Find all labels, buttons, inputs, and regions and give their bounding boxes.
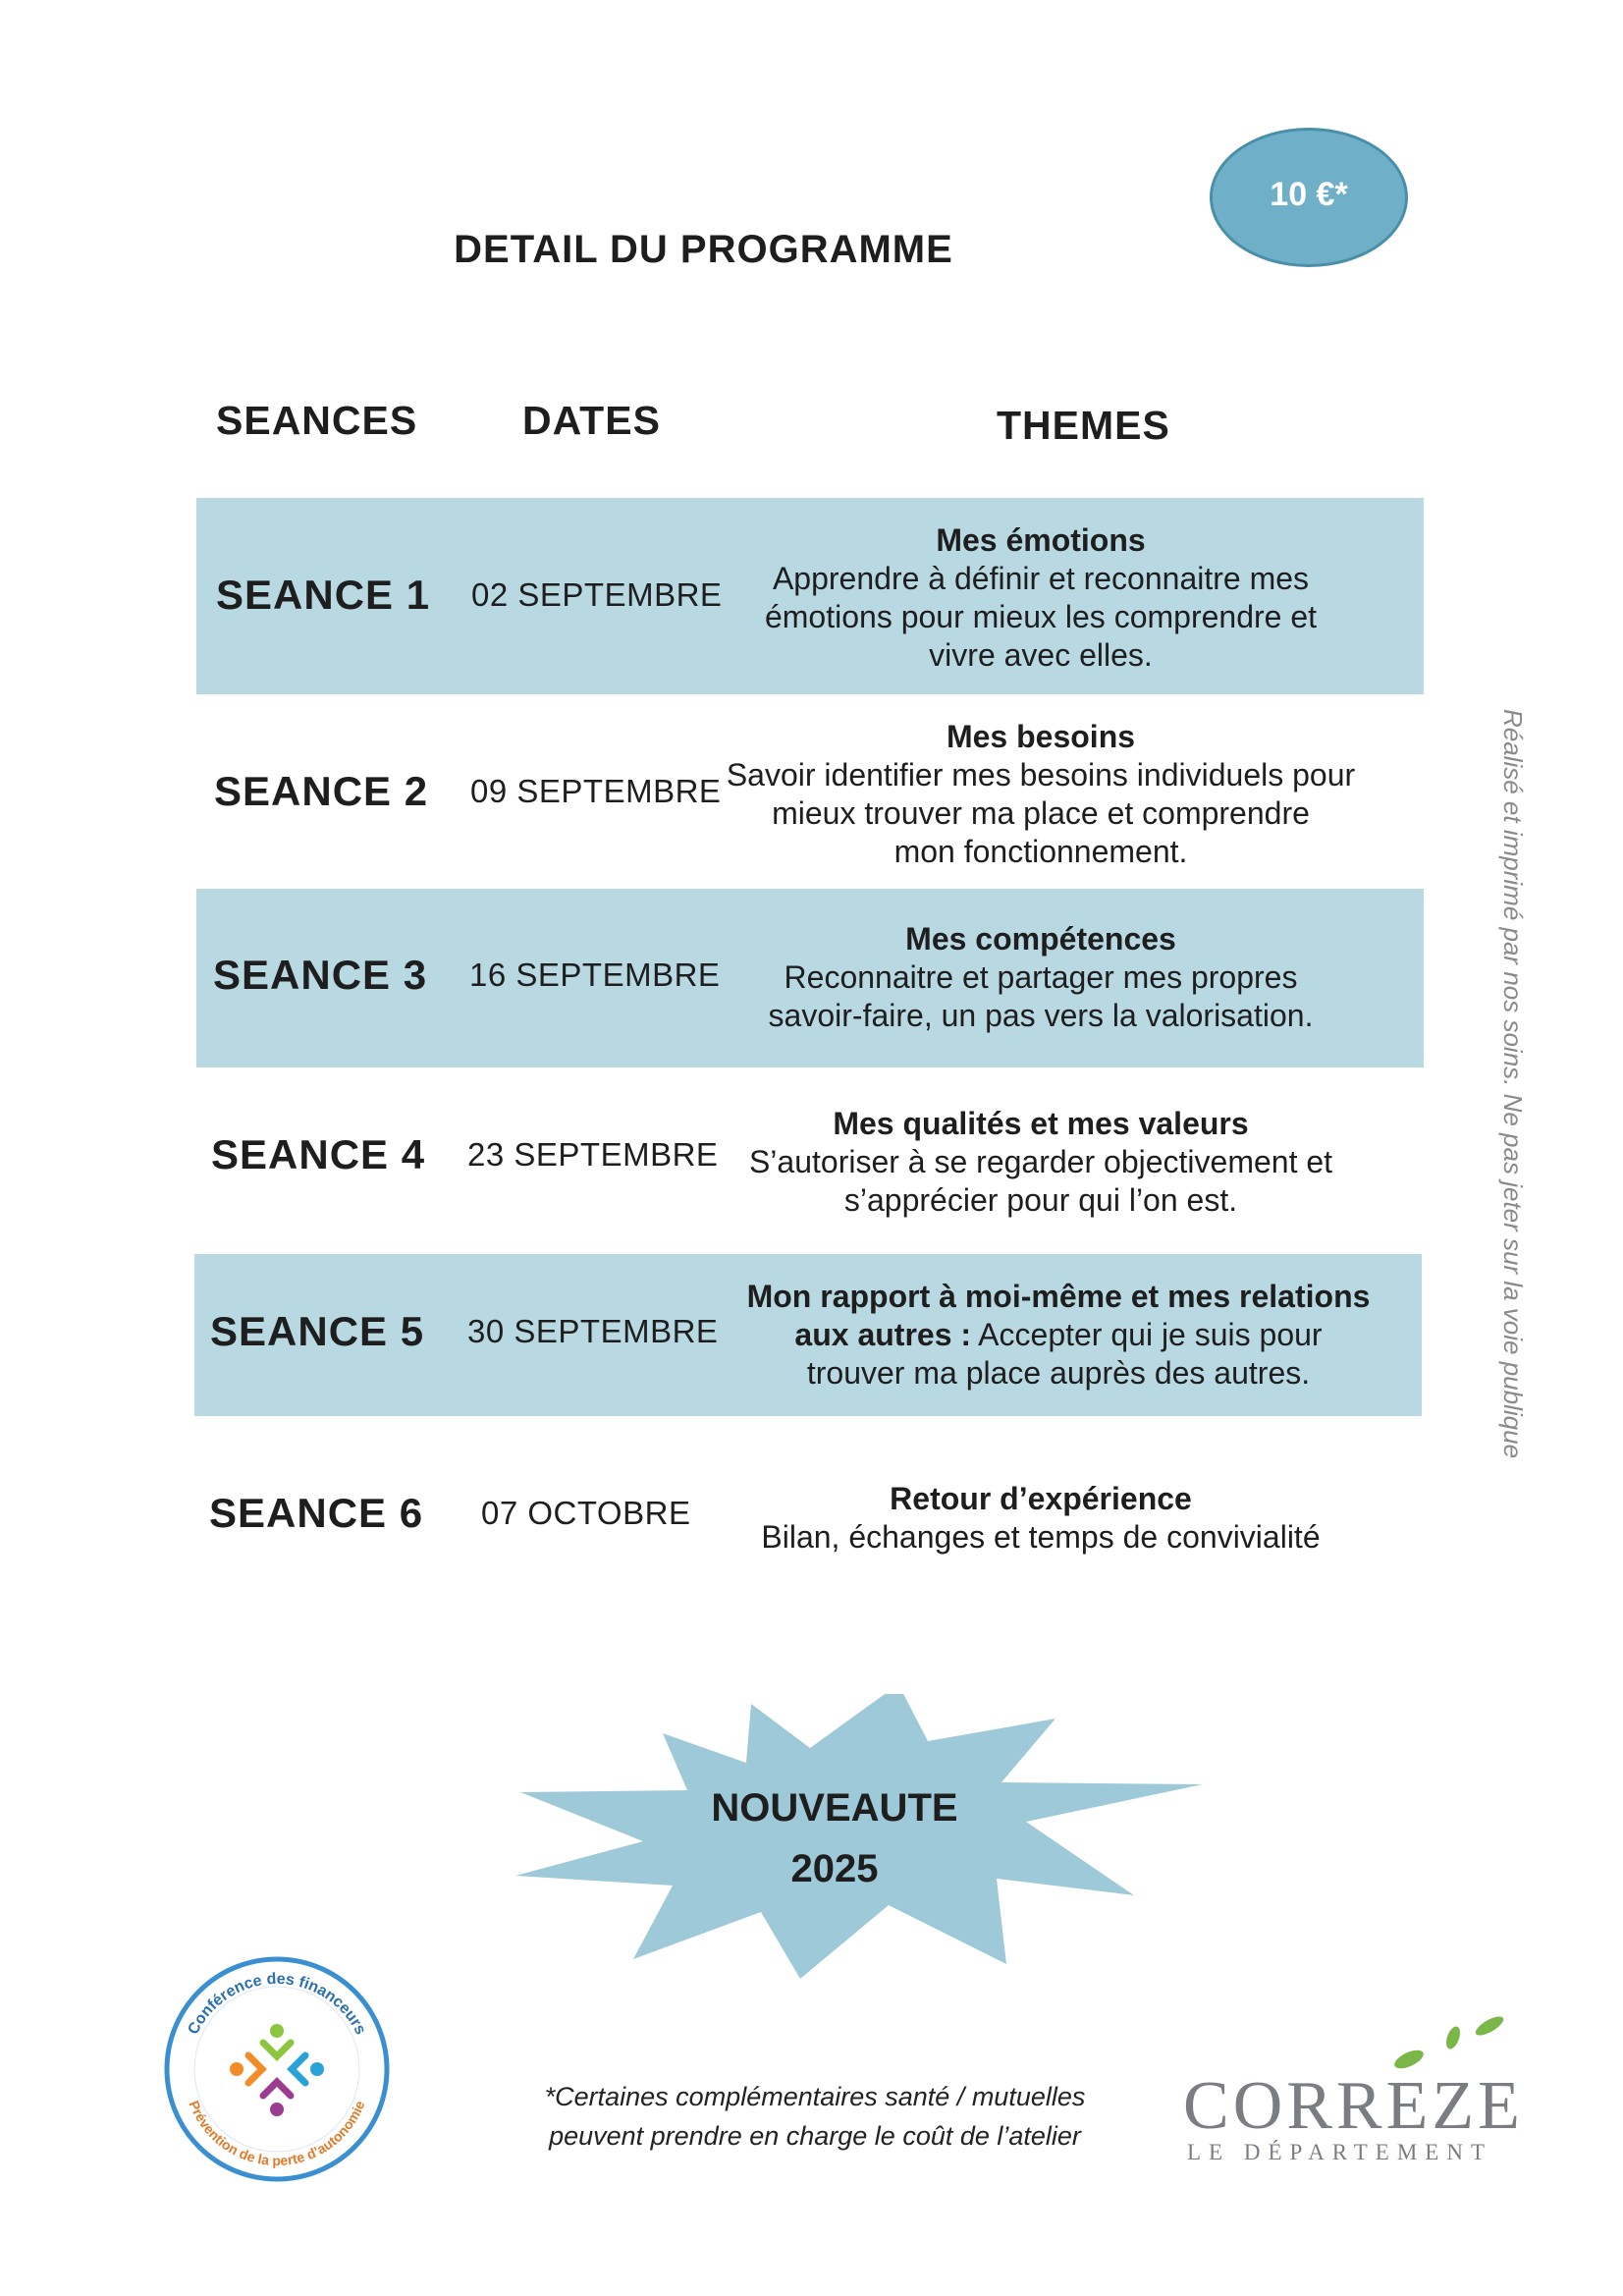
theme-line: Reconnaitre et partager mes propres — [784, 959, 1298, 995]
theme-title: Mes émotions — [936, 522, 1146, 558]
theme-title: Mon rapport à moi-même et mes relations — [746, 1279, 1371, 1314]
footnote-line: peuvent prendre en charge le coût de l’atelier — [549, 2121, 1081, 2151]
seance-date: 23 SEPTEMBRE — [467, 1136, 719, 1173]
theme-line: trouver ma place auprès des autres. — [806, 1355, 1311, 1391]
seance-theme — [725, 1278, 1392, 1393]
nouveaute-year: 2025 — [790, 1847, 879, 1890]
seance-theme — [746, 521, 1335, 675]
theme-line: S’autoriser à se regarder objectivement et — [748, 1144, 1333, 1179]
seance-label: SEANCE 4 — [211, 1131, 426, 1177]
theme-line-rest: Accepter qui je suis pour — [971, 1317, 1323, 1352]
seance-label: SEANCE 3 — [213, 952, 428, 998]
column-header-seances: SEANCES — [216, 398, 418, 443]
seance-label: SEANCE 5 — [210, 1308, 425, 1354]
programme-row-5 — [194, 1254, 1422, 1416]
programme-row-6 — [196, 1416, 1424, 1593]
seance-theme — [727, 1105, 1355, 1220]
theme-line: mon fonctionnement. — [893, 834, 1188, 869]
theme-title: Mes qualités et mes valeurs — [833, 1106, 1249, 1141]
theme-line: vivre avec elles. — [929, 637, 1153, 673]
nouveaute-label — [687, 1777, 982, 1899]
theme-line: mieux trouver ma place et comprendre — [772, 795, 1310, 831]
programme-row-3 — [196, 889, 1424, 1067]
column-header-dates: DATES — [522, 398, 661, 443]
theme-line: émotions pour mieux les comprendre et — [764, 599, 1318, 634]
theme-line: s’apprécier pour qui l’on est. — [843, 1182, 1238, 1218]
theme-title: Retour d’expérience — [890, 1481, 1192, 1516]
programme-row-2 — [196, 694, 1424, 891]
theme-title-continued: aux autres : — [794, 1317, 972, 1352]
seance-theme — [746, 1480, 1335, 1557]
seance-date: 09 SEPTEMBRE — [470, 773, 722, 809]
theme-line: Apprendre à définir et reconnaitre mes — [772, 561, 1310, 596]
page-title: DETAIL DU PROGRAMME — [454, 228, 953, 271]
conference-financeurs-logo — [162, 1954, 393, 2185]
seance-label: SEANCE 6 — [209, 1490, 424, 1536]
programme-row-1 — [196, 498, 1424, 694]
footnote-line: *Certaines complémentaires santé / mutuelles — [544, 2082, 1086, 2111]
seance-label: SEANCE 2 — [214, 768, 429, 814]
correze-logo — [1173, 2008, 1524, 2164]
footnote — [481, 2077, 1149, 2156]
seance-date: 30 SEPTEMBRE — [467, 1313, 719, 1349]
theme-title: Mes compétences — [905, 921, 1176, 957]
theme-line: savoir-faire, un pas vers la valorisation. — [768, 998, 1314, 1033]
nouveaute-line: NOUVEAUTE — [711, 1786, 958, 1830]
logo-bottom-text: Prévention de la perte d’autonomie — [186, 2098, 368, 2169]
price-label: 10 €* — [1270, 175, 1348, 213]
seance-date: 07 OCTOBRE — [481, 1495, 691, 1531]
seance-date: 02 SEPTEMBRE — [471, 576, 723, 613]
theme-line — [725, 1316, 1392, 1354]
programme-row-4 — [196, 1067, 1424, 1254]
column-header-themes: THEMES — [997, 403, 1170, 448]
theme-line: Bilan, échanges et temps de convivialité — [761, 1519, 1321, 1555]
seance-label: SEANCE 1 — [216, 572, 431, 618]
logo-top-text: Conférence des financeurs — [185, 1970, 369, 2038]
seance-theme — [717, 718, 1365, 871]
seance-date: 16 SEPTEMBRE — [469, 957, 721, 993]
correze-name: CORREZE — [1183, 2068, 1524, 2144]
side-note: Réalisé et imprimé par nos soins. Ne pas jeter sur la voie publique — [1498, 709, 1528, 1459]
theme-line: Savoir identifier mes besoins individuels pour — [726, 757, 1356, 793]
theme-title: Mes besoins — [946, 719, 1136, 754]
seance-theme — [746, 920, 1335, 1035]
correze-subtitle: LE DÉPARTEMENT — [1187, 2140, 1493, 2164]
